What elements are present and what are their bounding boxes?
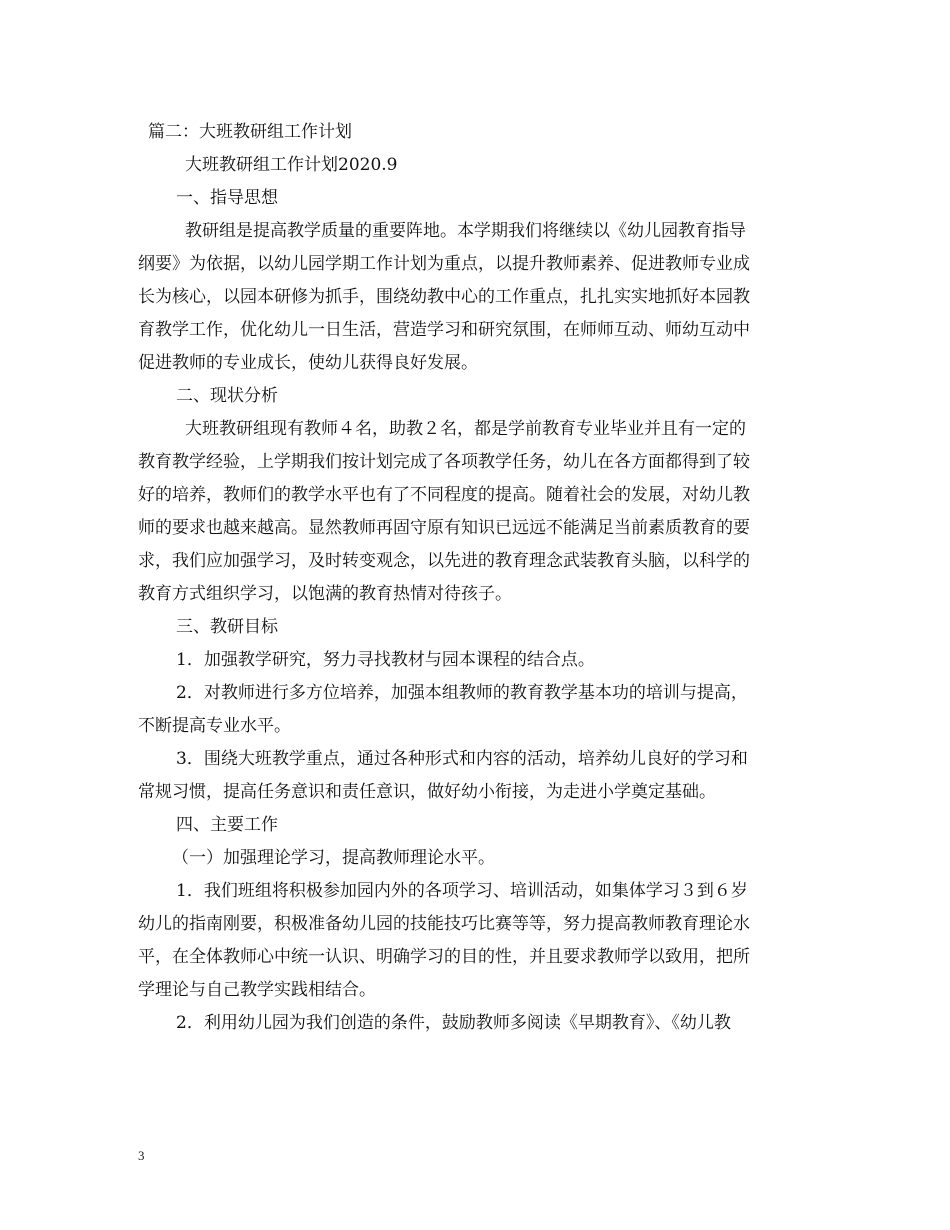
list-item: 2．对教师进行多方位培养，加强本组教师的教育教学基本功的培训与提高， [176, 683, 748, 703]
heading-research-goals: 三、教研目标 [176, 617, 278, 637]
list-item: 2．利用幼儿园为我们创造的条件，鼓励教师多阅读《早期教育》、《幼儿教 [176, 1013, 731, 1033]
page-number: 3 [138, 1148, 145, 1163]
list-item: 1．加强教学研究，努力寻找教材与园本课程的结合点。 [176, 650, 595, 670]
paragraph-line: 求，我们应加强学习，及时转变观念，以先进的教育理念武装教育头脑，以科学的 [138, 551, 750, 571]
paragraph-line: 教育教学经验，上学期我们按计划完成了各项教学任务，幼儿在各方面都得到了较 [138, 452, 750, 472]
paragraph-line: 促进教师的专业成长，使幼儿获得良好发展。 [138, 353, 478, 373]
heading-guiding-thought: 一、指导思想 [176, 188, 278, 208]
paragraph-line: 教研组是提高教学质量的重要阵地。本学期我们将继续以《幼儿园教育指导 [185, 221, 746, 241]
paragraph-line: 教育方式组织学习，以饱满的教育热情对待孩子。 [138, 584, 512, 604]
paragraph-line: 幼儿的指南刚要，积极准备幼儿园的技能技巧比赛等等，努力提高教师教育理论水 [138, 914, 750, 934]
list-item: 1．我们班组将积极参加园内外的各项学习、培训活动，如集体学习３到６岁 [176, 881, 748, 901]
paragraph-line: 学理论与自己教学实践相结合。 [138, 980, 376, 1000]
paragraph-line: 平，在全体教师心中统一认识、明确学习的目的性，并且要求教师学以致用，把所 [138, 947, 750, 967]
heading-main-work: 四、主要工作 [176, 815, 278, 835]
section-heading: 篇二：大班教研组工作计划 [148, 122, 352, 142]
document-body [138, 118, 814, 1042]
subheading: （一）加强理论学习，提高教师理论水平。 [172, 848, 495, 868]
paragraph-line: 不断提高专业水平。 [138, 716, 291, 736]
paragraph-line: 育教学工作，优化幼儿一日生活，营造学习和研究氛围，在师师互动、师幼互动中 [138, 320, 750, 340]
paragraph-line: 常规习惯，提高任务意识和责任意识，做好幼小衔接，为走进小学奠定基础。 [138, 782, 716, 802]
paragraph-line: 纲要》为依据，以幼儿园学期工作计划为重点，以提升教师素养、促进教师专业成 [138, 254, 750, 274]
heading-status-analysis: 二、现状分析 [176, 386, 278, 406]
paragraph-line: 大班教研组现有教师４名，助教２名，都是学前教育专业毕业并且有一定的 [185, 419, 746, 439]
document-title: 大班教研组工作计划2020.9 [185, 155, 398, 175]
paragraph-line: 长为核心，以园本研修为抓手，围绕幼教中心的工作重点，扎扎实实地抓好本园教 [138, 287, 750, 307]
paragraph-line: 好的培养，教师们的教学水平也有了不同程度的提高。随着社会的发展，对幼儿教 [138, 485, 750, 505]
list-item: 3．围绕大班教学重点，通过各种形式和内容的活动，培养幼儿良好的学习和 [176, 749, 748, 769]
paragraph-line: 师的要求也越来越高。显然教师再固守原有知识已远远不能满足当前素质教育的要 [138, 518, 750, 538]
